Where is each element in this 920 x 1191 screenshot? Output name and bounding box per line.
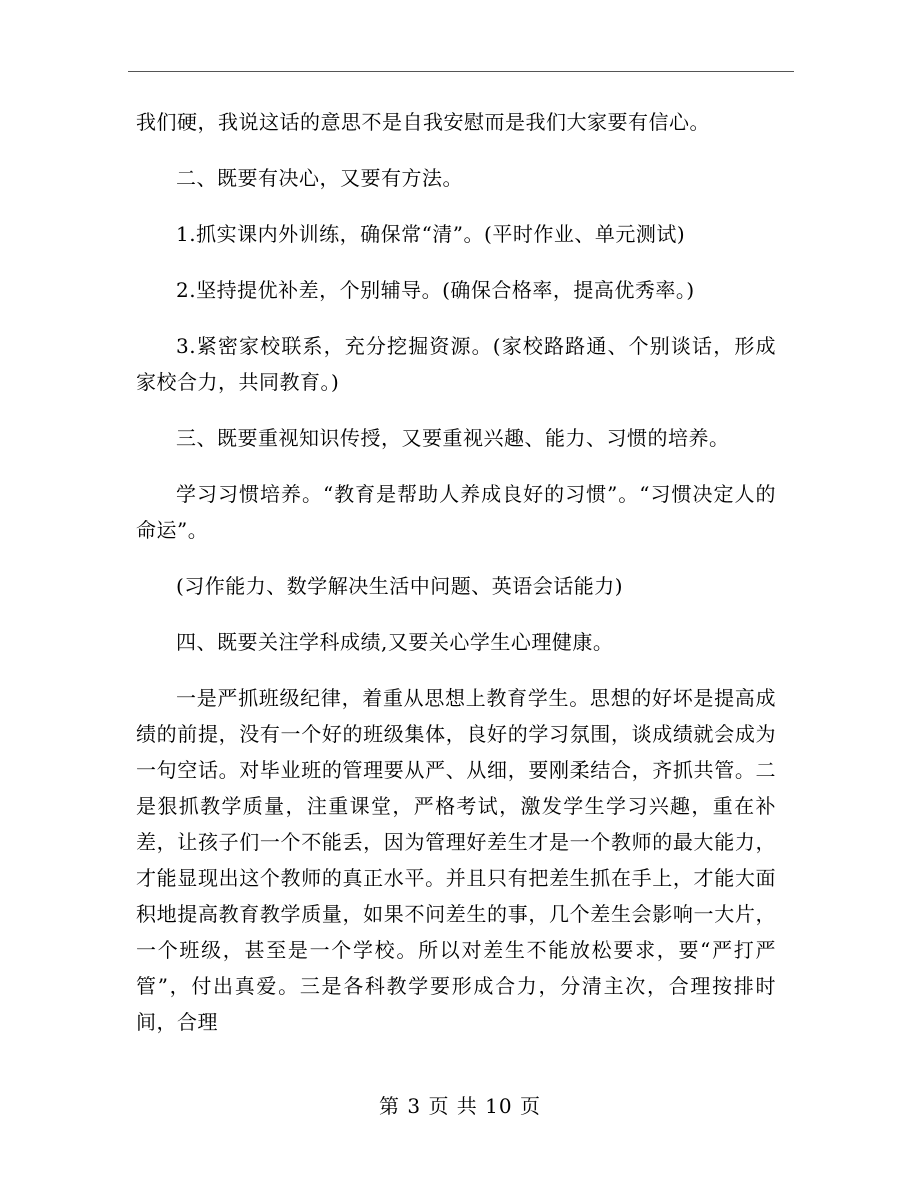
section-heading-4: 四、既要关注学科成绩,又要关心学生心理健康。 [176,630,614,654]
list-item-1: 1.抓实课内外训练，确保常“清”。(平时作业、单元测试) [176,222,686,246]
section-heading-3: 三、既要重视知识传授，又要重视兴趣、能力、习惯的培养。 [176,426,730,450]
paragraph-management: 一是严抓班级纪律，着重从思想上教育学生。思想的好坏是提高成绩的前提，没有一个好的班级集体，良好的学习氛围，谈成绩就会成为一句空话。对毕业班的管理要从严、从细，要刚柔结合，齐抓共管。二是狠抓教学质量，注重课堂，严格考试，激发学生学习兴趣，重在补差，让孩子们一个不能丢，因为管理好差生才是一个教师的最大能力，才能显现出这个教师的真正水平。并且只有把差生抓在手上，才能大面积地提高教育教学质量，如果不问差生的事，几个差生会影响一大片，一个班级，甚至是一个学校。所以对差生不能放松要求，要“严打严管”，付出真爱。三是各科教学要形成合力，分清主次，合理按排时间，合理 [136,686,776,1034]
paragraph-habits: 学习习惯培养。“教育是帮助人养成良好的习惯”。“习惯决定人的命运”。 [136,482,776,542]
section-heading-2: 二、既要有决心，又要有方法。 [176,166,463,190]
page-number-footer: 第 3 页 共 10 页 [379,1094,541,1118]
list-item-2: 2.坚持提优补差，个别辅导。(确保合格率，提高优秀率。) [176,278,695,302]
header-rule [128,71,794,72]
paragraph-continuation: 我们硬，我说这话的意思不是自我安慰而是我们大家要有信心。 [136,110,710,134]
list-item-3: 3.紧密家校联系，充分挖掘资源。(家校路路通、个别谈话，形成家校合力，共同教育。) [136,334,776,394]
document-body [136,104,776,1040]
paragraph-abilities: (习作能力、数学解决生活中问题、英语会话能力) [176,574,624,598]
